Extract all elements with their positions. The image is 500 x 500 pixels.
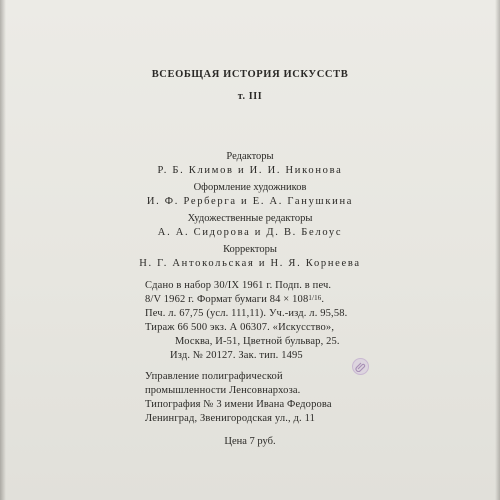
publication-line-address: Москва, И-51, Цветной бульвар, 25.: [175, 336, 340, 347]
art-editors-label: Художественные редакторы: [187, 213, 313, 224]
book-title: ВСЕОБЩАЯ ИСТОРИЯ ИСКУССТВ: [151, 69, 349, 80]
editors-names: Р. Б. Климов и И. И. Никонова: [157, 165, 343, 176]
format-end: .: [321, 294, 325, 305]
publication-line-order: Изд. № 20127. Зак. тип. 1495: [170, 350, 303, 361]
volume-number: т. III: [237, 91, 263, 102]
paperclip-stamp-icon: [352, 358, 369, 375]
printer-line-typography: Типография № 3 имени Ивана Федорова: [145, 399, 332, 410]
publication-line-format: [145, 295, 324, 306]
publication-line-typeset: Сдано в набор 30/IX 1961 г. Подп. в печ.: [145, 280, 332, 291]
publication-line-sheets: Печ. л. 67,75 (усл. 111,11). Уч.-изд. л. 95,58.: [145, 308, 348, 319]
proofreaders-names: Н. Г. Антокольская и Н. Я. Корнеева: [139, 258, 361, 269]
printer-line-address: Ленинград, Звенигородская ул., д. 11: [145, 413, 315, 424]
design-label: Оформление художников: [193, 182, 307, 193]
design-names: И. Ф. Рерберга и Е. А. Ганушкина: [146, 196, 354, 207]
format-main: 8/V 1962 г. Формат бумаги 84 × 108: [145, 294, 309, 305]
art-editors-names: А. А. Сидорова и Д. В. Белоус: [157, 227, 343, 238]
printer-line-management: Управление полиграфической: [145, 371, 283, 382]
proofreaders-label: Корректоры: [223, 244, 277, 255]
publication-line-print-run: Тираж 66 500 экз. А 06307. «Искусство»,: [145, 322, 335, 333]
format-fraction: 1/16: [308, 294, 322, 302]
editors-label: Редакторы: [226, 151, 274, 162]
printer-line-industry: промышленности Ленсовнархоза.: [145, 385, 301, 396]
price-label: Цена 7 руб.: [224, 436, 276, 447]
